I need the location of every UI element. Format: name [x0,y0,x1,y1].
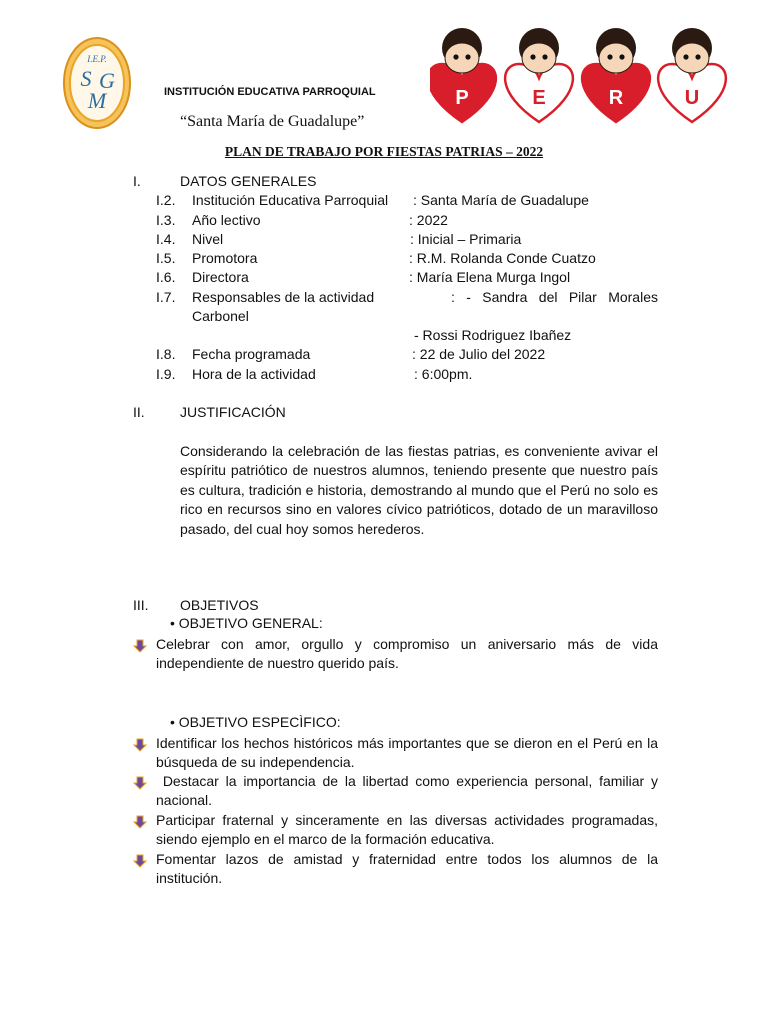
item-number: I.6. [156,269,176,285]
section-3-number: III. [133,597,149,613]
item-value-continued: Carbonel [192,308,249,324]
item-value: : Santa María de Guadalupe [413,192,589,208]
item-value: : Inicial – Primaria [410,231,522,247]
item-value-second: - Rossi Rodriguez Ibañez [414,327,572,343]
list-item: Celebrar con amor, orgullo y compromiso un aniversario más de vida independiente de nuestro querido país. [156,636,658,672]
item-value: : - Sandra del Pilar Morales [451,289,658,305]
list-item: Fomentar lazos de amistad y fraternidad entre todos los alumnos de la institución. [156,851,658,887]
peru-letter: R [608,87,624,109]
justification-paragraph: Considerando la celebración de las fiestas patrias, es conveniente avivar el espíritu patriótico de nuestros alumnos, teniendo presente que nuestro país es cultura, tradición e historia, demostrando al mundo que el Perú no solo es rico en recursos sino en valores cívico patrióticos, dotado de un maravilloso pasado, del cual hoy somos herederos. [180,443,658,537]
item-number: I.4. [156,231,176,247]
item-label: Directora [192,269,249,285]
svg-text:M: M [87,88,107,113]
item-value: : María Elena Murga Ingol [409,269,571,285]
item-label: Nivel [192,231,224,247]
section-1-title: DATOS GENERALES [180,173,317,189]
arrow-bullet-icon [133,639,147,653]
list-item: Participar fraternal y sinceramente en las diversas actividades programadas, siendo ejemplo en el marco de la formación educativa. [156,812,658,848]
item-label: Hora de la actividad [192,366,316,382]
arrow-bullet-icon [133,854,147,868]
peru-letter: P [455,87,469,109]
item-value: : 6:00pm. [414,366,473,382]
list-item: Identificar los hechos históricos más importantes que se dieron en el Perú en la búsqueda de su independencia. [156,735,658,771]
bullet-dot: • [170,615,175,631]
peru-heart-e [505,28,573,122]
peru-heart-r [582,28,650,122]
school-name: “Santa María de Guadalupe” [180,113,365,130]
item-label: Año lectivo [192,212,261,228]
arrow-bullet-icon [133,738,147,752]
peru-heart-p [430,28,496,122]
section-2-number: II. [133,404,145,420]
svg-text:S: S [80,66,92,91]
item-label: Institución Educativa Parroquial [192,192,389,208]
bullet-dot: • [170,714,175,730]
peru-letter: U [684,87,700,109]
item-label: Fecha programada [192,346,311,362]
school-logo [62,36,132,130]
item-value: : R.M. Rolanda Conde Cuatzo [409,250,596,266]
logo-top-text: I.E.P. [87,54,107,64]
item-number: I.8. [156,346,176,362]
item-number: I.7. [156,289,176,305]
arrow-bullet-icon [133,776,147,790]
peru-hearts-illustration [430,22,730,127]
item-value: : 22 de Julio del 2022 [412,346,546,362]
peru-letter: E [532,87,546,109]
item-number: I.2. [156,192,176,208]
specific-objective-label: OBJETIVO ESPECÌFICO: [178,714,341,730]
arrow-bullet-icon [133,815,147,829]
item-label: Responsables de la actividad [192,289,375,305]
list-item: Destacar la importancia de la libertad como experiencia personal, familiar y nacional. [156,773,662,809]
section-3-title: OBJETIVOS [180,597,259,613]
peru-heart-u [658,28,726,122]
item-number: I.3. [156,212,176,228]
institution-label: INSTITUCIÓN EDUCATIVA PARROQUIAL [164,86,376,98]
section-1-number: I. [133,173,141,189]
general-objective-heading [170,615,323,631]
section-2-title: JUSTIFICACIÓN [180,404,286,420]
item-number: I.5. [156,250,176,266]
specific-objective-heading [170,714,341,730]
item-value: : 2022 [409,212,448,228]
item-number: I.9. [156,366,176,382]
plan-title: PLAN DE TRABAJO POR FIESTAS PATRIAS – 2022 [224,144,544,159]
general-objective-label: OBJETIVO GENERAL: [178,615,323,631]
item-label: Promotora [192,250,258,266]
svg-text:G: G [99,68,115,93]
